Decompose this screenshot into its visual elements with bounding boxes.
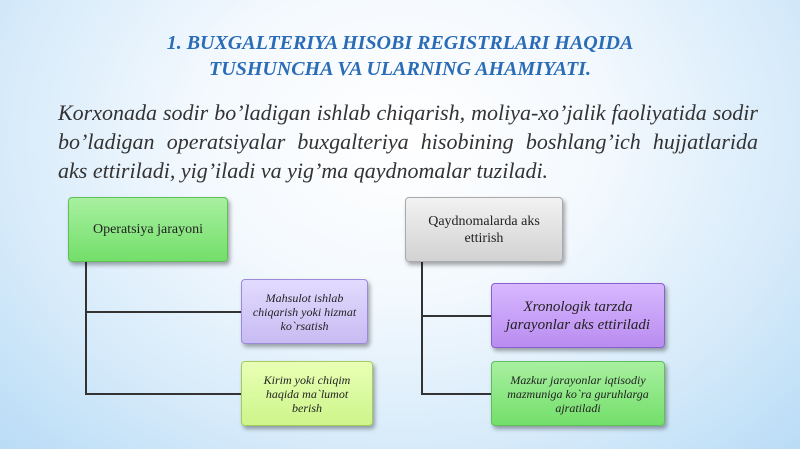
left-connector-vertical	[85, 262, 87, 394]
title-line-2: TUSHUNCHA VA ULARNING AHAMIYATI.	[209, 58, 591, 80]
box-xronologik-label: Xronologik tarzda jarayonlar aks ettiriladi	[505, 298, 651, 333]
box-operatsiya-jarayoni	[68, 197, 228, 262]
box-xronologik-tarzda	[491, 283, 665, 348]
box-qaydnomalarda-label: Qaydnomalarda aks ettirish	[428, 213, 540, 246]
left-connector-branch-1	[85, 311, 242, 313]
box-kirim-chiqim-label: Kirim yoki chiqim haqida ma`lumot berish	[263, 372, 351, 415]
intro-paragraph: Korxonada sodir bo’ladigan ishlab chiqarish, moliya-xo’jalik faoliyatida sodir bo’ladigan operatsiyalar buxgalteriya hisobining boshlang’ich hujjatlarida aks ettiriladi, yig’iladi va yig’ma qaydnomalar tuziladi.	[58, 100, 758, 183]
box-mazkur-label: Mazkur jarayonlar iqtisodiy mazmuniga ko`ra guruhlarga ajratiladi	[507, 372, 649, 415]
right-connector-branch-1	[421, 315, 491, 317]
title-line-1: 1. BUXGALTERIYA HISOBI REGISTRLARI HAQIDA	[166, 32, 634, 54]
box-mazkur-jarayonlar	[491, 361, 665, 426]
box-mahsulot-ishlab-chiqarish	[241, 279, 368, 344]
slide-title	[0, 30, 800, 82]
box-kirim-chiqim	[241, 361, 373, 426]
box-qaydnomalarda-aks-ettirish	[405, 197, 563, 262]
right-connector-vertical	[421, 262, 423, 394]
left-connector-branch-2	[85, 393, 242, 395]
box-operatsiya-jarayoni-label: Operatsiya jarayoni	[92, 221, 203, 237]
box-mahsulot-label: Mahsulot ishlab chiqarish yoki hizmat ko`rsatish	[252, 290, 357, 333]
right-connector-branch-2	[421, 393, 491, 395]
